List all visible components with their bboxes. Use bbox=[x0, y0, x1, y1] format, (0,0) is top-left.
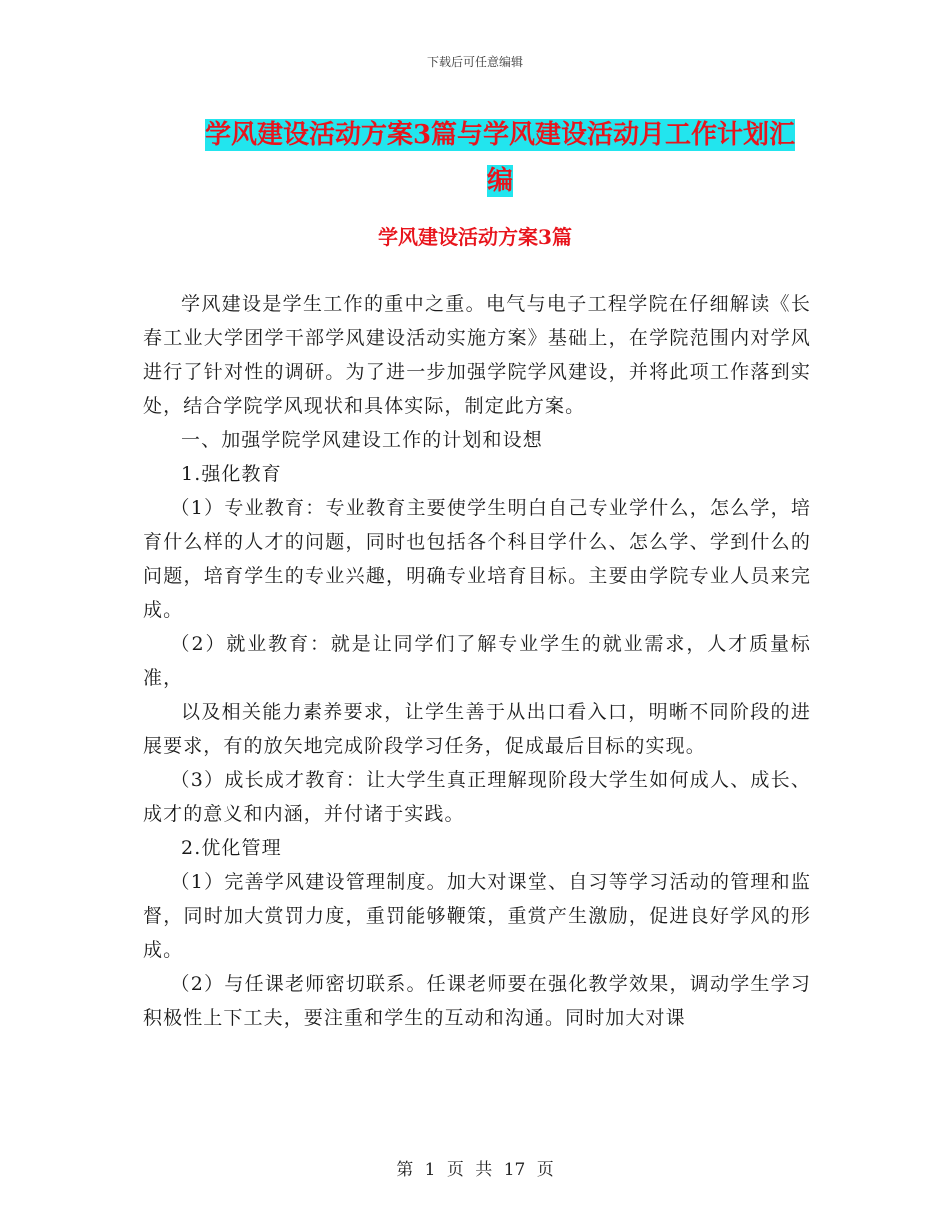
paragraph-teacher-contact: （2）与任课老师密切联系。任课老师要在强化教学效果，调动学生学习积极性上下工夫，要注重和学生的互动和沟通。同时加大对课 bbox=[143, 973, 811, 1029]
section-title: 学风建设活动方案3篇 bbox=[378, 225, 572, 249]
paragraph-intro: 学风建设是学生工作的重中之重。电气与电子工程学院在仔细解读《长春工业大学团学干部学风建设活动实施方案》基础上，在学院范围内对学风进行了针对性的调研。为了进一步加强学院学风建设，并将此项工作落到实处，结合学院学风现状和具体实际，制定此方案。 bbox=[143, 293, 811, 417]
heading-strengthen-education: 1.强化教育 bbox=[181, 463, 282, 485]
document-title bbox=[195, 112, 805, 204]
paragraph-employment-continued: 以及相关能力素养要求，让学生善于从出口看入口，明晰不同阶段的进展要求，有的放矢地完成阶段学习任务，促成最后目标的实现。 bbox=[143, 701, 811, 757]
header-note: 下载后可任意编辑 bbox=[426, 55, 523, 69]
paragraph-professional-education: （1）专业教育：专业教育主要使学生明白自己专业学什么，怎么学，培育什么样的人才的问题，同时也包括各个科目学什么、怎么学、学到什么的问题，培育学生的专业兴趣，明确专业培育目标。主要由学院专业人员来完成。 bbox=[143, 497, 811, 621]
heading-plan: 一、加强学院学风建设工作的计划和设想 bbox=[181, 429, 543, 451]
paragraph-employment-education: （2）就业教育：就是让同学们了解专业学生的就业需求，人才质量标准， bbox=[143, 633, 811, 689]
paragraph-management-system: （1）完善学风建设管理制度。加大对课堂、自习等学习活动的管理和监督，同时加大赏罚力度，重罚能够鞭策，重赏产生激励，促进良好学风的形成。 bbox=[143, 871, 811, 961]
document-title-text: 学风建设活动方案3篇与学风建设活动月工作计划汇编 bbox=[204, 120, 796, 196]
document-body bbox=[143, 287, 811, 1035]
paragraph-growth-education: （3）成长成才教育：让大学生真正理解现阶段大学生如何成人、成长、成才的意义和内涵，并付诸于实践。 bbox=[143, 769, 811, 825]
heading-optimize-management: 2.优化管理 bbox=[181, 837, 282, 859]
page-number-footer: 第 1 页 共 17 页 bbox=[396, 1160, 554, 1180]
